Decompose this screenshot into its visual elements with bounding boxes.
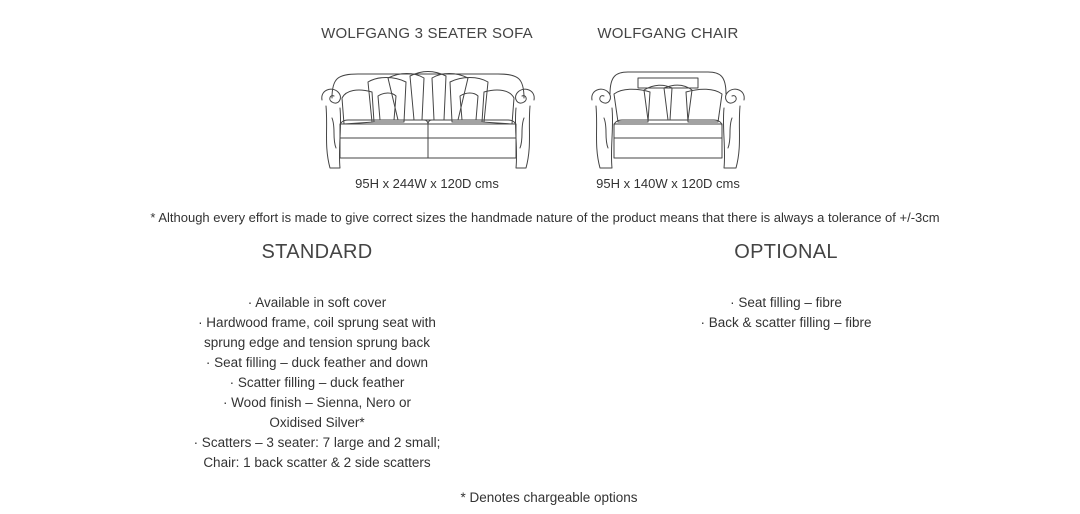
optional-feature-item: · Seat filling – fibre (730, 295, 842, 310)
sofa-title: WOLFGANG 3 SEATER SOFA (321, 25, 533, 42)
standard-heading: STANDARD (261, 241, 373, 263)
standard-feature-item: sprung edge and tension sprung back (204, 335, 430, 350)
optional-features-list (636, 293, 936, 333)
standard-feature-item: · Available in soft cover (247, 295, 387, 310)
standard-feature-item: · Scatter filling – duck feather (229, 375, 405, 390)
chair-title: WOLFGANG CHAIR (597, 25, 739, 42)
standard-feature-item: Oxidised Silver* (269, 415, 365, 430)
chargeable-options-footnote: * Denotes chargeable options (460, 490, 638, 505)
standard-feature-item: · Wood finish – Sienna, Nero or (222, 395, 412, 410)
standard-feature-item: · Hardwood frame, coil sprung seat with (198, 315, 436, 330)
standard-feature-item: · Scatters – 3 seater: 7 large and 2 small; (193, 435, 441, 450)
standard-feature-item: · Seat filling – duck feather and down (205, 355, 429, 370)
optional-heading: OPTIONAL (734, 241, 838, 263)
chair-dimensions: 95H x 140W x 120D cms (596, 176, 740, 191)
sofa-illustration-icon (318, 68, 538, 172)
tolerance-note: * Although every effort is made to give correct sizes the handmade nature of the product means that there is always a tolerance of +/-3cm (150, 210, 940, 225)
sofa-dimensions: 95H x 244W x 120D cms (355, 176, 499, 191)
standard-feature-item: Chair: 1 back scatter & 2 side scatters (203, 455, 431, 470)
chair-illustration-icon (588, 68, 748, 172)
optional-feature-item: · Back & scatter filling – fibre (700, 315, 872, 330)
standard-features-list (167, 293, 467, 473)
